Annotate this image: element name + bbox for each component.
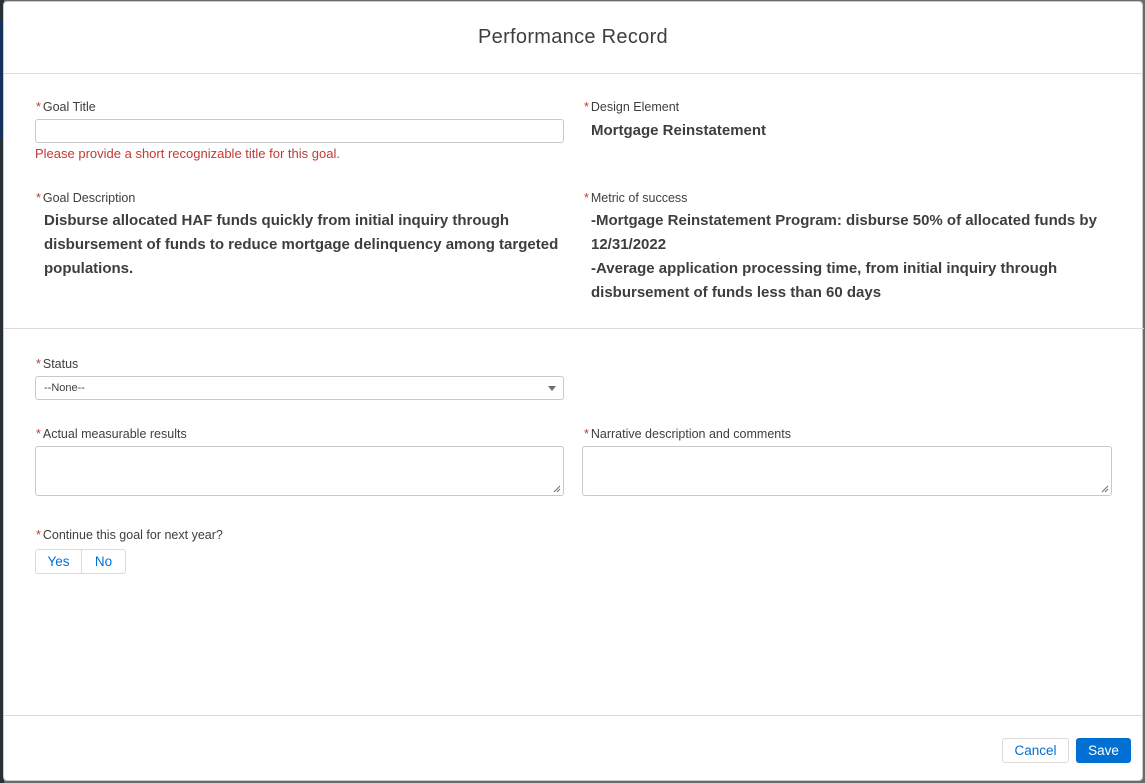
actual-results-label-text: Actual measurable results — [42, 427, 187, 441]
save-button[interactable]: Save — [1076, 738, 1131, 763]
narrative-label — [584, 427, 791, 441]
resize-grip-icon[interactable] — [1101, 485, 1109, 493]
metric-line: -Mortgage Reinstatement Program: disburse 50% of allocated funds by — [591, 212, 1097, 229]
required-marker: * — [36, 427, 41, 441]
design-element-value: Mortgage Reinstatement — [591, 122, 767, 139]
metric-of-success-label-text: Metric of success — [590, 191, 688, 205]
narrative-label-text: Narrative description and comments — [590, 427, 791, 441]
required-marker: * — [584, 191, 589, 205]
design-element-label — [584, 100, 679, 114]
narrative-textarea[interactable] — [582, 446, 1112, 496]
goal-title-error: Please provide a short recognizable title for this goal. — [35, 146, 340, 161]
goal-description-line: Disburse allocated HAF funds quickly from initial inquiry through — [44, 212, 510, 229]
no-button[interactable]: No — [82, 549, 126, 574]
chevron-down-icon — [548, 386, 556, 391]
goal-title-input[interactable] — [35, 119, 564, 143]
actual-results-label — [36, 427, 187, 441]
continue-goal-button-group — [35, 549, 126, 574]
goal-description-label-text: Goal Description — [42, 191, 136, 205]
section-divider — [4, 328, 1144, 329]
performance-record-modal — [3, 1, 1143, 781]
goal-description-value — [44, 209, 558, 281]
required-marker: * — [36, 191, 41, 205]
modal-footer — [4, 715, 1142, 782]
goal-description-line: disbursement of funds to reduce mortgage delinquency among targeted — [44, 236, 559, 253]
required-marker: * — [584, 427, 589, 441]
metric-line: -Average application processing time, from initial inquiry through — [591, 260, 1058, 277]
goal-title-label-text: Goal Title — [42, 100, 96, 114]
required-marker: * — [36, 357, 41, 371]
design-element-label-text: Design Element — [590, 100, 680, 114]
required-marker: * — [36, 100, 41, 114]
status-label-text: Status — [42, 357, 79, 371]
metric-of-success-value — [591, 209, 1097, 305]
metric-line: 12/31/2022 — [591, 236, 667, 253]
status-select[interactable] — [35, 376, 564, 400]
modal-title: Performance Record — [478, 26, 668, 48]
required-marker: * — [36, 528, 41, 542]
status-selected-value: --None-- — [44, 382, 85, 394]
continue-goal-label-text: Continue this goal for next year? — [42, 528, 223, 542]
resize-grip-icon[interactable] — [553, 485, 561, 493]
goal-description-line: populations. — [44, 260, 134, 277]
required-marker: * — [584, 100, 589, 114]
metric-line: disbursement of funds less than 60 days — [591, 284, 882, 301]
status-label — [36, 357, 78, 371]
goal-description-label — [36, 191, 135, 205]
actual-results-textarea[interactable] — [35, 446, 564, 496]
continue-goal-label — [36, 528, 223, 542]
yes-button[interactable]: Yes — [35, 549, 82, 574]
cancel-button[interactable]: Cancel — [1002, 738, 1069, 763]
metric-of-success-label — [584, 191, 687, 205]
modal-header — [4, 2, 1142, 74]
goal-title-label — [36, 100, 96, 114]
